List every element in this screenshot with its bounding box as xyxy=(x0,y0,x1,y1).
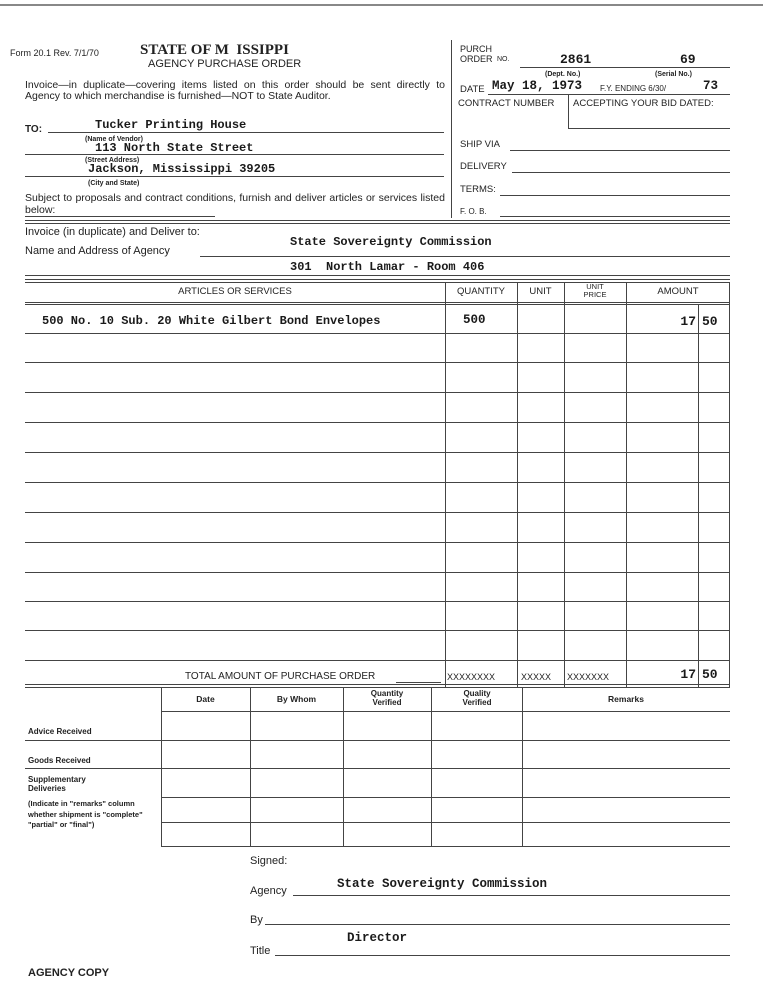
contract-number-label: CONTRACT NUMBER xyxy=(458,98,555,109)
col-quantity: QUANTITY xyxy=(456,286,506,297)
deliver-line2: Name and Address of Agency xyxy=(25,245,170,257)
fy-label: F.Y. ENDING 6/30/ xyxy=(600,84,667,93)
agency-address: 301 North Lamar - Room 406 xyxy=(290,260,485,274)
form-title: AGENCY PURCHASE ORDER xyxy=(148,58,302,70)
bid-date-label: ACCEPTING YOUR BID DATED: xyxy=(573,98,714,109)
total-dollars: 17 xyxy=(680,667,696,682)
advice-received-label: Advice Received xyxy=(28,727,92,736)
item-dollars: 17 xyxy=(680,314,696,329)
receipt-col-quantity-verified: Quantity Verified xyxy=(370,689,404,707)
receipt-col-quality-verified: Quality Verified xyxy=(462,689,492,707)
no-label: NO. xyxy=(497,56,510,63)
title-value: Director xyxy=(347,931,408,945)
receipt-col-remarks: Remarks xyxy=(608,694,644,704)
date-label: DATE xyxy=(460,84,485,95)
vendor-street: 113 North State Street xyxy=(95,141,254,155)
vendor-city-caption: (City and State) xyxy=(88,180,140,187)
order-label: ORDER xyxy=(460,54,493,64)
delivery-label: DELIVERY xyxy=(460,161,507,172)
total-unit: XXXXX xyxy=(521,672,552,682)
deliver-line1: Invoice (in duplicate) and Deliver to: xyxy=(25,226,200,238)
signed-label: Signed: xyxy=(250,855,288,867)
signature-agency-label: Agency xyxy=(250,885,287,897)
col-unit-price: UNIT PRICE xyxy=(583,282,607,299)
item-quantity: 500 xyxy=(463,313,486,327)
order-date: May 18, 1973 xyxy=(492,79,583,93)
supplementary-deliveries-label: Supplementary Deliveries xyxy=(28,775,86,793)
dept-number: 2861 xyxy=(560,52,592,67)
by-label: By xyxy=(250,914,263,926)
vendor-street-caption: (Street Address) xyxy=(85,157,140,164)
item-description: 500 No. 10 Sub. 20 White Gilbert Bond Envelopes xyxy=(42,314,381,328)
invoice-instructions: Invoice—in duplicate—covering items listed on this order should be sent directly to Agency to which merchandise is furnished—NOT to State Auditor. xyxy=(25,79,445,102)
state-title: STATE OF M ISSIPPI xyxy=(140,42,289,58)
col-articles: ARTICLES OR SERVICES xyxy=(178,286,292,297)
total-label: TOTAL AMOUNT OF PURCHASE ORDER xyxy=(185,671,376,682)
total-cents: 50 xyxy=(702,667,718,682)
remarks-instruction: (Indicate in "remarks" column whether shipment is "complete" "partial" or "final") xyxy=(28,799,143,829)
copy-label: AGENCY COPY xyxy=(28,967,110,979)
vendor-city-state: Jackson, Mississippi 39205 xyxy=(88,162,276,176)
total-unit-price: XXXXXXX xyxy=(567,672,610,682)
col-unit: UNIT xyxy=(529,286,552,297)
item-cents: 50 xyxy=(702,314,718,329)
receipt-col-by-whom: By Whom xyxy=(276,694,317,704)
agency-name: State Sovereignty Commission xyxy=(290,235,492,249)
serial-number: 69 xyxy=(680,52,696,67)
fob-label: F. O. B. xyxy=(460,207,487,216)
dept-caption: (Dept. No.) xyxy=(545,71,581,78)
purchase-label: PURCH xyxy=(460,44,493,54)
title-label: Title xyxy=(250,945,271,957)
serial-caption: (Serial No.) xyxy=(655,71,692,78)
subject-text: Subject to proposals and contract conditions, furnish and deliver articles or services listed below: xyxy=(25,192,445,216)
vendor-name-caption: (Name of Vendor) xyxy=(85,136,143,143)
form-number: Form 20.1 Rev. 7/1/70 xyxy=(10,48,99,58)
top-border xyxy=(0,4,763,6)
receipt-col-date: Date xyxy=(196,694,215,704)
goods-received-label: Goods Received xyxy=(28,756,91,765)
signature-agency-value: State Sovereignty Commission xyxy=(337,877,548,891)
terms-label: TERMS: xyxy=(460,184,496,195)
total-quantity: XXXXXXXX xyxy=(447,672,496,682)
to-label: TO: xyxy=(25,124,43,135)
fy-year: 73 xyxy=(703,79,719,93)
vendor-name: Tucker Printing House xyxy=(95,118,247,132)
col-amount: AMOUNT xyxy=(657,286,699,297)
ship-via-label: SHIP VIA xyxy=(460,139,500,150)
